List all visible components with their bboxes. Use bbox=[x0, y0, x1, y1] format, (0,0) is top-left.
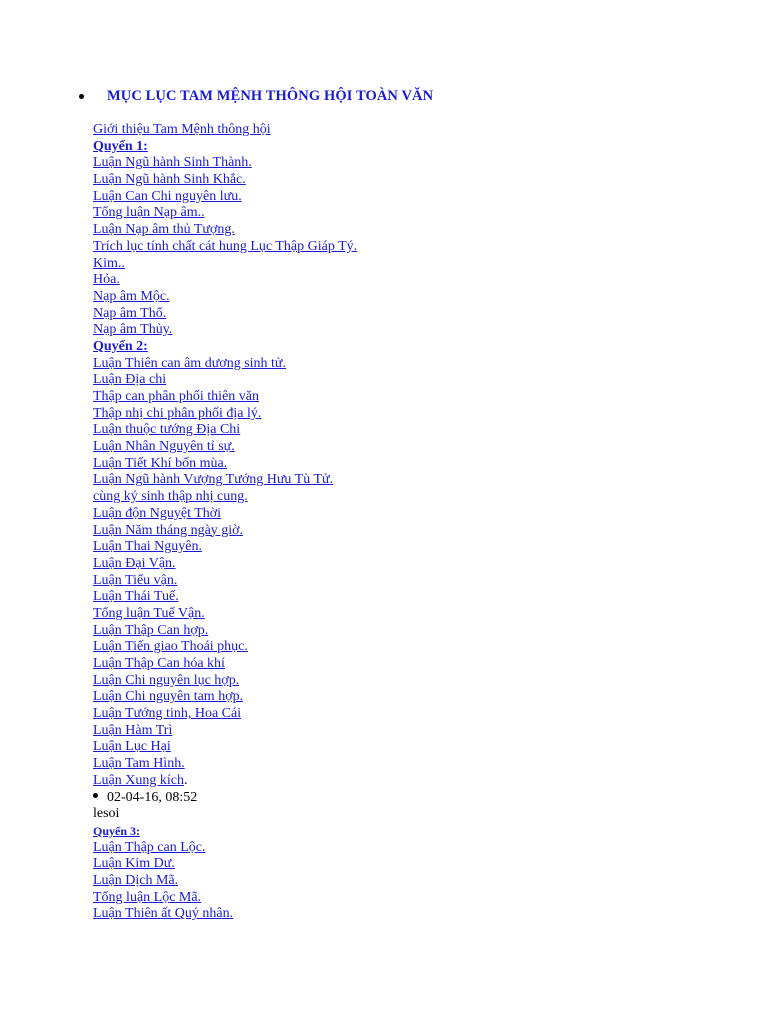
list-item bbox=[93, 723, 733, 740]
list-item bbox=[93, 656, 733, 673]
toc-link[interactable]: Luận Kim Dư. bbox=[93, 856, 175, 872]
list-item bbox=[93, 873, 733, 890]
toc-link[interactable]: Luận Tướng tinh, Hoa Cái bbox=[93, 706, 242, 722]
list-item bbox=[93, 573, 733, 590]
list-item bbox=[93, 773, 733, 790]
title-row bbox=[93, 88, 433, 105]
list-item bbox=[93, 523, 733, 540]
list-item bbox=[93, 256, 733, 273]
toc-link[interactable]: Hỏa. bbox=[93, 272, 120, 288]
toc-link[interactable]: Luận Thập Can hợp. bbox=[93, 622, 209, 638]
list-item bbox=[93, 356, 733, 373]
list-item bbox=[93, 189, 733, 206]
list-item bbox=[93, 322, 733, 339]
list-item bbox=[93, 239, 733, 256]
toc-link[interactable]: Tổng luận Tuế Vận. bbox=[93, 605, 205, 621]
list-item bbox=[93, 906, 733, 923]
post-date: 02-04-16, 08:52 bbox=[107, 789, 198, 805]
list-item bbox=[93, 739, 733, 756]
toc-link[interactable]: Luận Tiết Khí bốn mùa. bbox=[93, 455, 228, 471]
toc-link[interactable]: Kim.. bbox=[93, 255, 125, 271]
toc-link[interactable]: Luận Thập can Lộc. bbox=[93, 839, 206, 855]
post-date-line bbox=[93, 790, 733, 807]
list-item bbox=[93, 205, 733, 222]
toc-link[interactable]: Luận Tam Hình. bbox=[93, 756, 185, 772]
list-item bbox=[93, 456, 733, 473]
list-item bbox=[93, 606, 733, 623]
intro-line bbox=[93, 122, 733, 139]
toc-link[interactable]: Luận Địa chi bbox=[93, 372, 167, 388]
page-title: MỤC LỤC TAM MỆNH THÔNG HỘI TOÀN VĂN bbox=[107, 88, 434, 104]
toc-link[interactable]: Luận Thập Can hóa khí bbox=[93, 656, 225, 671]
post-author: lesoi bbox=[93, 806, 120, 822]
section-1-heading-line bbox=[93, 139, 733, 156]
toc-link[interactable]: Luận Tiểu vận. bbox=[93, 572, 178, 588]
section-2-heading-line bbox=[93, 339, 733, 356]
section-3-items bbox=[93, 840, 733, 923]
toc-link[interactable]: Luận Chi nguyên tam hợp. bbox=[93, 689, 244, 705]
toc-link[interactable]: Luận Nạp âm thủ Tượng. bbox=[93, 222, 235, 238]
trailing-period: . bbox=[183, 772, 188, 788]
toc-link[interactable]: Luận Thái Tuế. bbox=[93, 589, 179, 605]
list-item bbox=[93, 439, 733, 456]
post-author-line bbox=[93, 806, 733, 823]
list-item bbox=[93, 489, 733, 506]
intro-link[interactable]: Giới thiệu Tam Mệnh thông hội bbox=[93, 122, 271, 137]
list-item bbox=[93, 639, 733, 656]
toc-link[interactable]: Luận Hàm Trì bbox=[93, 722, 173, 738]
section-2-items bbox=[93, 356, 733, 790]
toc-link[interactable]: Thập can phân phối thiên văn bbox=[93, 389, 260, 404]
section-3-heading-line bbox=[93, 823, 733, 840]
toc-link[interactable]: Luận Thiên ất Quý nhân. bbox=[93, 906, 234, 922]
post-date-bullet bbox=[93, 793, 98, 798]
toc-link[interactable]: Luận Chi nguyên lục hợp. bbox=[93, 672, 240, 688]
toc-link[interactable]: Luận Xung kích bbox=[93, 772, 184, 788]
list-item bbox=[93, 289, 733, 306]
list-item bbox=[93, 589, 733, 606]
toc-link[interactable]: Luận thuộc tướng Địa Chi bbox=[93, 422, 241, 438]
list-item bbox=[93, 890, 733, 907]
list-item bbox=[93, 623, 733, 640]
section-2-heading[interactable]: Quyển 2: bbox=[93, 338, 148, 354]
toc-link[interactable]: cùng ký sinh thập nhị cung. bbox=[93, 489, 248, 505]
toc-link[interactable]: Trích lục tính chất cát hung Lục Thập Giáp Tý. bbox=[93, 238, 358, 254]
section-1-heading[interactable]: Quyển 1: bbox=[93, 138, 148, 154]
toc-link[interactable]: Luận Ngũ hành Sinh Thành. bbox=[93, 155, 252, 171]
section-3-heading[interactable]: Quyển 3: bbox=[93, 823, 141, 838]
toc-link[interactable]: Luận độn Nguyệt Thời bbox=[93, 505, 222, 521]
list-item bbox=[93, 272, 733, 289]
toc-link[interactable]: Luận Lục Hại bbox=[93, 739, 171, 755]
list-item bbox=[93, 406, 733, 423]
toc-link[interactable]: Luận Dịch Mã. bbox=[93, 872, 179, 888]
title-bullet bbox=[79, 94, 84, 99]
list-item bbox=[93, 172, 733, 189]
toc-link[interactable]: Tổng luận Nạp âm.. bbox=[93, 205, 205, 221]
toc-link[interactable]: Nạp âm Thủy. bbox=[93, 322, 173, 338]
list-item bbox=[93, 422, 733, 439]
section-1-items bbox=[93, 155, 733, 339]
list-item bbox=[93, 472, 733, 489]
list-item bbox=[93, 306, 733, 323]
list-item bbox=[93, 856, 733, 873]
toc-link[interactable]: Luận Thiên can âm dương sinh tử. bbox=[93, 355, 287, 371]
toc-link[interactable]: Luận Tiến giao Thoái phục. bbox=[93, 639, 248, 655]
toc-link[interactable]: Luận Đại Vận. bbox=[93, 555, 176, 571]
toc-link[interactable]: Luận Ngũ hành Sinh Khắc. bbox=[93, 172, 246, 188]
list-item bbox=[93, 155, 733, 172]
list-item bbox=[93, 372, 733, 389]
list-item bbox=[93, 506, 733, 523]
toc-link[interactable]: Luận Can Chi nguyên lưu. bbox=[93, 188, 242, 204]
toc-link[interactable]: Luận Năm tháng ngày giờ. bbox=[93, 522, 244, 538]
list-item bbox=[93, 673, 733, 690]
toc-link[interactable]: Nạp âm Mộc. bbox=[93, 288, 170, 304]
list-item bbox=[93, 689, 733, 706]
table-of-contents bbox=[93, 122, 733, 923]
list-item bbox=[93, 556, 733, 573]
list-item bbox=[93, 756, 733, 773]
list-item bbox=[93, 389, 733, 406]
toc-link[interactable]: Nạp âm Thổ. bbox=[93, 305, 167, 321]
toc-link[interactable]: Luận Ngũ hành Vượng Tướng Hưu Tù Tử. bbox=[93, 472, 334, 488]
toc-link[interactable]: Luận Thai Nguyên. bbox=[93, 539, 202, 555]
list-item bbox=[93, 222, 733, 239]
toc-link[interactable]: Thập nhị chi phân phối địa lý. bbox=[93, 405, 262, 421]
list-item bbox=[93, 706, 733, 723]
toc-link[interactable]: Luận Nhân Nguyên tỉ sự. bbox=[93, 439, 235, 455]
list-item bbox=[93, 840, 733, 857]
toc-link[interactable]: Tổng luận Lộc Mã. bbox=[93, 889, 202, 905]
list-item bbox=[93, 539, 733, 556]
